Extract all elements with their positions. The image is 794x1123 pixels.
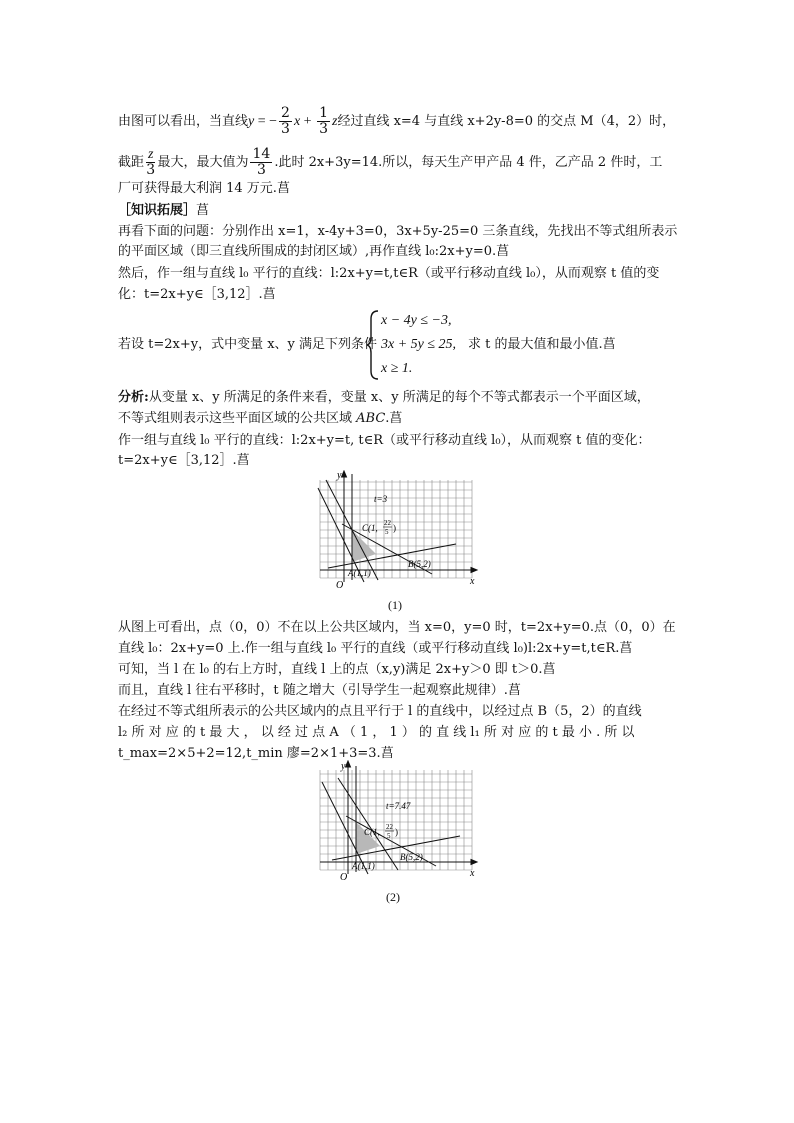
fraction-2-3: $\frac{2}{3}$ [281, 105, 290, 137]
para3-line5: 在经过不等式组所表示的公共区域内的点且平行于 l 的直线中，以经过点 B（5，2）的直线 [118, 704, 642, 719]
para2-line2: 的平面区域（即三直线所围成的封闭区域）,再作直线 l₀:2x+y=0.菖 [118, 244, 510, 259]
x-axis-label: x [470, 576, 475, 587]
para1-text-b: 经过直线 x=4 与直线 x+2y-8=0 的交点 M（4，2）时， [337, 114, 676, 129]
para3-line7: t_max=2×5+2=12,t_min 廖=2×1+3=3.菖 [118, 746, 394, 761]
para2-line3: 然后，作一组与直线 l₀ 平行的直线：l:2x+y=t,t∈R（或平行移动直线 l₀），从而观察 t 值的变 [118, 266, 660, 281]
para3-line1: 从图上可看出，点（0，0）不在以上公共区域内，当 x=0，y=0 时，t=2x+y=0.点（0，0）在 [118, 620, 676, 635]
point-c-num: 22 [384, 519, 391, 527]
point-b-label: B(5,2) [408, 559, 431, 569]
analysis-line1 [118, 390, 650, 406]
system-lead: 若设 t=2x+y，式中变量 x、y 满足下列条件 [118, 337, 378, 352]
point-c-label: C(1, [362, 523, 378, 533]
eq-y: y [248, 114, 255, 129]
origin-label: O [340, 872, 348, 883]
para1-line1 [118, 106, 675, 137]
para1-line2 [118, 147, 662, 178]
axes [320, 761, 477, 874]
eq-plus: + [300, 114, 316, 129]
para3-line4: 而且，直线 l 往右平移时，t 随之增大（引导学生一起观察此规律）.菖 [118, 683, 521, 698]
system-tail: 求 t 的最大值和最小值.菖 [468, 337, 616, 352]
eq-z: z [332, 114, 338, 129]
t-value-label: t=7.47 [386, 801, 411, 811]
point-c-close: ) [393, 523, 396, 533]
fraction-z-3: $\frac{z}{3}$ [146, 147, 156, 178]
point-c-den: 5 [385, 528, 389, 536]
heading-tail: 菖 [196, 203, 210, 218]
analysis-text-2c: .菖 [385, 411, 403, 426]
analysis-label: 分析: [118, 390, 149, 405]
figure-2-caption: (2) [386, 890, 400, 904]
grid [320, 480, 472, 578]
analysis-line3: 作一组与直线 l₀ 平行的直线：l:2x+y=t, t∈R（或平行移动直线 l₀），从而观察 t 值的变化： [118, 433, 651, 448]
heading-label: ［知识拓展］ [118, 203, 197, 218]
region-abc: ABC [356, 411, 386, 426]
point-b-label: B(5,2) [400, 852, 423, 862]
fraction-14-3: $\frac{14}{3}$ [252, 146, 271, 178]
para2-line4: 化：t=2x+y∈［3,12］.菖 [118, 287, 276, 302]
knowledge-extension-heading [118, 203, 209, 219]
left-brace [366, 309, 380, 381]
para3-line2: 直线 l₀：2x+y=0 上.作一组与直线 l₀ 平行的直线（或平行移动直线 l₀)l:2x+y=t,t∈R.菖 [118, 641, 633, 656]
point-c-num: 22 [386, 823, 393, 831]
figure-1-graph [306, 470, 482, 592]
origin-label: O [336, 580, 344, 591]
point-c-close: ) [395, 827, 398, 837]
constraint-2: 3x + 5y ≤ 25, [381, 337, 457, 352]
para1-text-c3: .此时 2x+3y=14.所以，每天生产甲产品 4 件，乙产品 2 件时，工 [274, 155, 663, 170]
figure-2-graph [308, 760, 484, 884]
fraction-1-3: $\frac{1}{3}$ [319, 105, 328, 137]
analysis-line2 [118, 411, 402, 427]
para2-line1: 再看下面的问题：分别作出 x=1，x-4y+3=0，3x+5y-25=0 三条直线，先找出不等式组所表示 [118, 224, 678, 239]
axes [320, 471, 477, 582]
point-c-label: C(1, [364, 827, 380, 837]
para1-line3: 厂可获得最大利润 14 万元.菖 [118, 181, 290, 196]
eq-x: x [293, 114, 301, 129]
para3-line3: 可知，当 l 在 l₀ 的右上方时，直线 l 上的点（x,y)满足 2x+y＞0 即 t＞0.菖 [118, 662, 556, 677]
constraint-1: x − 4y ≤ −3, [381, 313, 452, 328]
point-a-label: A(1,1) [348, 568, 371, 578]
point-c-den: 5 [387, 832, 391, 840]
constraint-3: x ≥ 1. [381, 361, 413, 376]
para1-text-c2: 最大，最大值为 [157, 155, 249, 170]
analysis-text-1: 从变量 x、y 所满足的条件来看，变量 x、y 所满足的每个不等式都表示一个平面区域， [148, 390, 650, 405]
figure-1-caption: (1) [388, 598, 402, 612]
para1-text-c1: 截距 [118, 155, 145, 170]
eq-equals: = − [254, 114, 278, 129]
y-axis-label: y [341, 761, 346, 772]
point-a-label: A(1,1) [352, 861, 375, 871]
analysis-line4: t=2x+y∈［3,12］.菖 [118, 453, 250, 468]
analysis-text-2a: 不等式组则表示这些平面区域的公共区域 [118, 411, 357, 426]
para3-line6: l₂ 所 对 应 的 t 最 大 ， 以 经 过 点 A （ 1 ， 1 ） 的 直 线 l₁ 所 对 应 的 t 最 小 . 所 以 [118, 725, 635, 740]
para1-text-a: 由图可以看出，当直线 [118, 114, 249, 129]
t-value-label: t=3 [374, 494, 388, 504]
x-axis-label: x [470, 868, 475, 879]
y-axis-label: y [337, 470, 342, 481]
